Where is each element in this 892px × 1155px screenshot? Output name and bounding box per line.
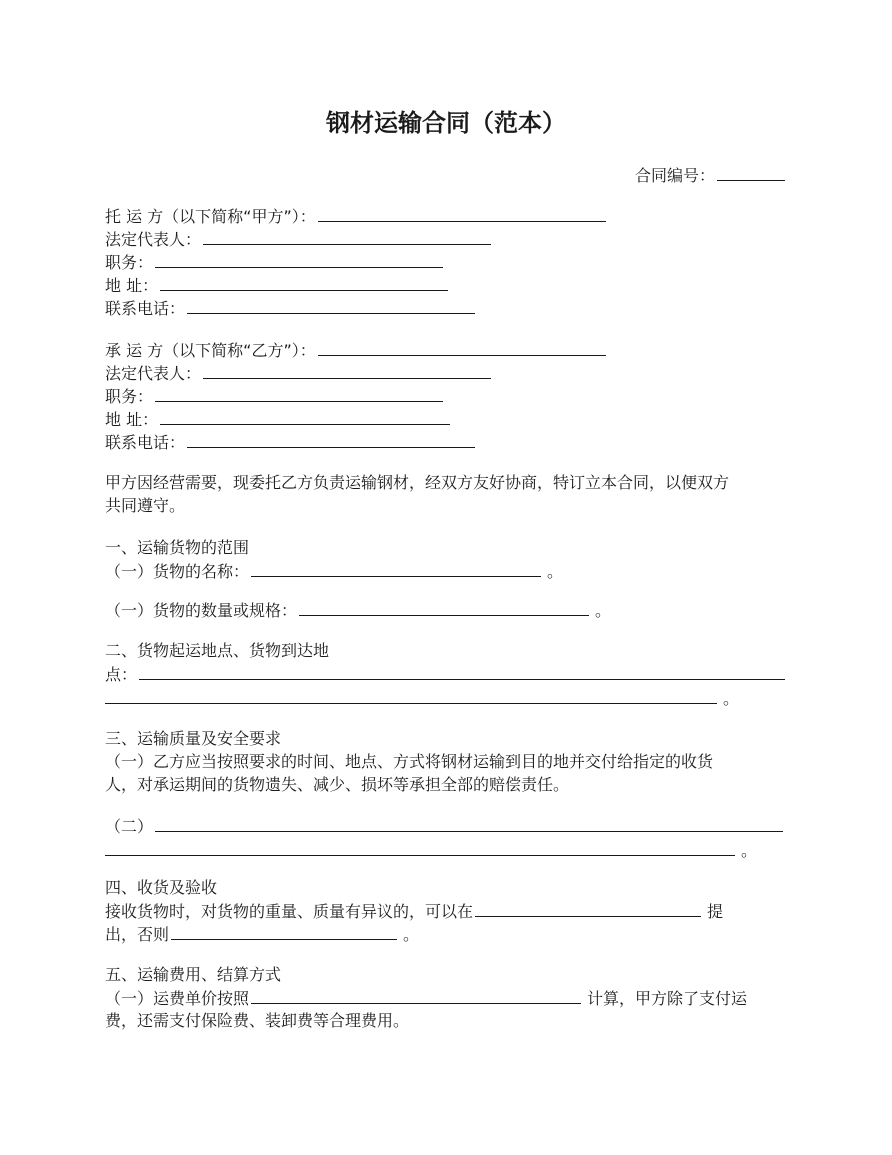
otherwise-blank[interactable]: [171, 922, 397, 940]
destination-label: 点：: [105, 665, 138, 684]
party-a-address-label: 地 址：: [105, 276, 159, 295]
section-2-line: [105, 662, 787, 686]
document-title: 钢材运输合同（范本）: [326, 109, 566, 137]
party-a-rep-blank[interactable]: [203, 227, 491, 245]
party-a-position-label: 职务：: [105, 253, 154, 272]
section-4-end: 。: [403, 925, 420, 944]
goods-name-blank[interactable]: [251, 559, 541, 577]
safety-requirement-blank-1[interactable]: [155, 814, 783, 832]
party-a-heading-line: [105, 204, 608, 228]
intro-line-1: 甲方因经营需要，现委托乙方负责运输钢材，经双方友好协商，特订立本合同，以便双方: [105, 473, 730, 492]
section-4-otherwise-text: 出，否则: [105, 925, 170, 944]
section-4-line-1-end: 提: [707, 902, 724, 921]
section-5-line-1: [105, 986, 747, 1010]
section-2-end: 。: [723, 689, 740, 708]
party-a-address-line: [105, 273, 450, 297]
party-b-heading-line: [105, 338, 608, 362]
party-a-phone-blank[interactable]: [187, 296, 475, 314]
party-b-address-line: [105, 407, 452, 431]
party-a-rep-label: 法定代表人：: [105, 230, 202, 249]
party-a-rep-line: [105, 227, 493, 251]
party-b-phone-line: [105, 430, 477, 454]
section-3-item-2: [105, 814, 785, 838]
section-3-line-1: （一）乙方应当按照要求的时间、地点、方式将钢材运输到目的地并交付给指定的收货: [105, 752, 714, 771]
freight-rate-text: （一）运费单价按照: [105, 989, 250, 1008]
section-1-item-2: [105, 598, 611, 622]
objection-text: 接收货物时，对货物的重量、质量有异议的，可以在: [105, 902, 474, 921]
goods-name-label: （一）货物的名称：: [105, 562, 250, 581]
party-b-position-line: [105, 384, 445, 408]
section-3-item-2-label: （二）: [105, 817, 154, 836]
section-1-item-2-end: 。: [595, 601, 612, 620]
party-b-rep-label: 法定代表人：: [105, 364, 202, 383]
destination-blank-1[interactable]: [139, 662, 785, 680]
section-2-heading: 二、货物起运地点、货物到达地: [105, 641, 330, 660]
goods-quantity-blank[interactable]: [299, 598, 589, 616]
section-5-line-1-end: 计算，甲方除了支付运: [587, 989, 748, 1008]
party-a-position-blank[interactable]: [155, 250, 443, 268]
section-1-item-1: [105, 559, 563, 583]
party-b-heading: 承 运 方（以下简称“乙方”）：: [105, 341, 316, 360]
section-3-item-2-line-2: [105, 838, 757, 862]
goods-quantity-label: （一）货物的数量或规格：: [105, 601, 298, 620]
party-a-name-blank[interactable]: [318, 204, 606, 222]
section-4-line-1: [105, 899, 723, 923]
contract-number-label: 合同编号：: [634, 166, 715, 185]
party-a-heading: 托 运 方（以下简称“甲方”）：: [105, 207, 316, 226]
section-3-line-2: 人，对承运期间的货物遗失、减少、损坏等承担全部的赔偿责任。: [105, 775, 570, 794]
party-b-position-label: 职务：: [105, 387, 154, 406]
party-a-address-blank[interactable]: [160, 273, 448, 291]
contract-number-line: [635, 163, 787, 187]
party-b-name-blank[interactable]: [318, 338, 606, 356]
party-b-address-label: 地 址：: [105, 410, 159, 429]
objection-period-blank[interactable]: [475, 899, 701, 917]
party-b-phone-label: 联系电话：: [105, 433, 186, 452]
section-3-heading: 三、运输质量及安全要求: [105, 729, 282, 748]
destination-blank-2[interactable]: [105, 686, 717, 704]
intro-line-2: 共同遵守。: [105, 496, 186, 515]
party-b-phone-blank[interactable]: [187, 430, 475, 448]
section-4-line-2: [105, 922, 419, 946]
section-3-end: 。: [741, 841, 758, 860]
party-b-rep-line: [105, 361, 493, 385]
party-a-phone-line: [105, 296, 477, 320]
section-1-item-1-end: 。: [547, 562, 564, 581]
party-b-address-blank[interactable]: [160, 407, 450, 425]
section-1-heading: 一、运输货物的范围: [105, 538, 250, 557]
section-2-line-2: [105, 686, 739, 710]
contract-number-blank[interactable]: [717, 163, 785, 181]
section-5-heading: 五、运输费用、结算方式: [105, 965, 282, 984]
section-4-heading: 四、收货及验收: [105, 878, 218, 897]
freight-rate-blank[interactable]: [251, 986, 581, 1004]
party-b-position-blank[interactable]: [155, 384, 443, 402]
party-a-position-line: [105, 250, 445, 274]
safety-requirement-blank-2[interactable]: [105, 838, 735, 856]
section-5-line-2: 费，还需支付保险费、装卸费等合理费用。: [105, 1011, 410, 1030]
party-b-rep-blank[interactable]: [203, 361, 491, 379]
party-a-phone-label: 联系电话：: [105, 299, 186, 318]
